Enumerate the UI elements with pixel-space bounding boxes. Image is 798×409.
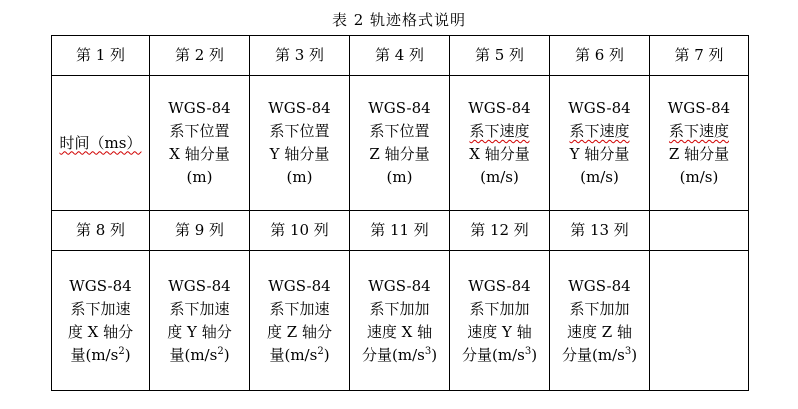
cell-line: 系下位置 [269,122,330,140]
cell-line: (m) [286,168,313,186]
cell-line: 量$(m/s^2)$ [169,345,230,364]
description-cell [150,251,250,391]
header-cell: 第 3 列 [250,36,350,76]
description-cell [250,76,350,211]
empty-cell [650,251,749,391]
description-cell [650,76,749,211]
cell-line: Z 轴分量 [668,145,730,163]
cell-line: X 轴分量 [169,145,230,163]
cell-line: Z 轴分量 [369,145,430,163]
header-cell: 第 2 列 [150,36,250,76]
cell-line: 分量$(m/s^3)$ [561,345,638,364]
description-cell [350,76,450,211]
cell-line: 系下速度 [668,122,729,140]
cell-line: (m) [186,168,213,186]
cell-line: WGS-84 [568,276,631,295]
header-cell: 第 7 列 [650,36,749,76]
header-row-1 [52,36,749,76]
header-cell: 第 1 列 [52,36,150,76]
description-cell [450,251,550,391]
cell-line: 分量$(m/s^3)$ [361,345,438,364]
description-row-1 [52,76,749,211]
cell-line: Y 轴分量 [269,145,330,163]
header-cell: 第 9 列 [150,211,250,251]
cell-line: 度 X 轴分 [67,322,134,341]
table-caption: 表 2 轨迹格式说明 [331,11,467,29]
description-cell [450,76,550,211]
cell-line: 度 Y 轴分 [167,322,232,341]
cell-line: 速度 Z 轴 [567,322,632,341]
cell-line: 系下加加 [369,299,430,318]
cell-line: WGS-84 [268,99,331,117]
description-cell [150,76,250,211]
cell-line: (m/s) [679,168,719,186]
cell-line: WGS-84 [69,276,132,295]
cell-line: WGS-84 [368,276,431,295]
description-row-2 [52,251,749,391]
cell-line: WGS-84 [468,99,531,117]
header-cell: 第 4 列 [350,36,450,76]
cell-line: X 轴分量 [469,145,530,163]
description-cell [250,251,350,391]
cell-line: WGS-84 [667,99,731,117]
header-cell: 第 6 列 [550,36,650,76]
cell-line: WGS-84 [268,276,331,295]
description-cell [52,76,150,211]
description-cell [550,76,650,211]
cell-line: WGS-84 [568,99,631,117]
cell-line: 系下加加 [469,299,530,318]
cell-line: (m/s) [480,168,519,186]
trajectory-format-table [51,35,749,391]
cell-line: WGS-84 [168,276,231,295]
cell-line: 系下加速 [169,299,230,318]
description-cell [52,251,150,391]
cell-line: 系下加加 [569,299,630,318]
cell-line: WGS-84 [468,276,531,295]
cell-line: (m) [386,168,413,186]
header-row-2 [52,211,749,251]
cell-line: Y 轴分量 [569,145,630,163]
cell-line: 系下加速 [70,299,131,318]
description-cell [550,251,650,391]
description-cell [350,251,450,391]
header-cell-empty [650,211,749,251]
cell-line: 量$(m/s^2)$ [269,345,330,364]
cell-line: 时间（ms） [59,133,142,152]
cell-line: 速度 Y 轴 [467,322,532,341]
cell-line: 分量$(m/s^3)$ [461,345,538,364]
header-cell: 第 10 列 [250,211,350,251]
cell-line: WGS-84 [368,99,431,117]
header-cell: 第 13 列 [550,211,650,251]
header-cell: 第 12 列 [450,211,550,251]
header-cell: 第 8 列 [52,211,150,251]
cell-line: 量$(m/s^2)$ [70,345,131,364]
cell-line: 系下速度 [469,122,530,140]
cell-line: 系下位置 [169,122,230,140]
cell-line: 系下位置 [369,122,430,140]
cell-line: (m/s) [580,168,619,186]
cell-line: 系下速度 [569,122,630,140]
cell-line: 系下加速 [269,299,330,318]
cell-line: 速度 X 轴 [366,322,433,341]
header-cell: 第 5 列 [450,36,550,76]
header-cell: 第 11 列 [350,211,450,251]
cell-line: 度 Z 轴分 [267,322,332,341]
cell-line: WGS-84 [168,99,231,117]
